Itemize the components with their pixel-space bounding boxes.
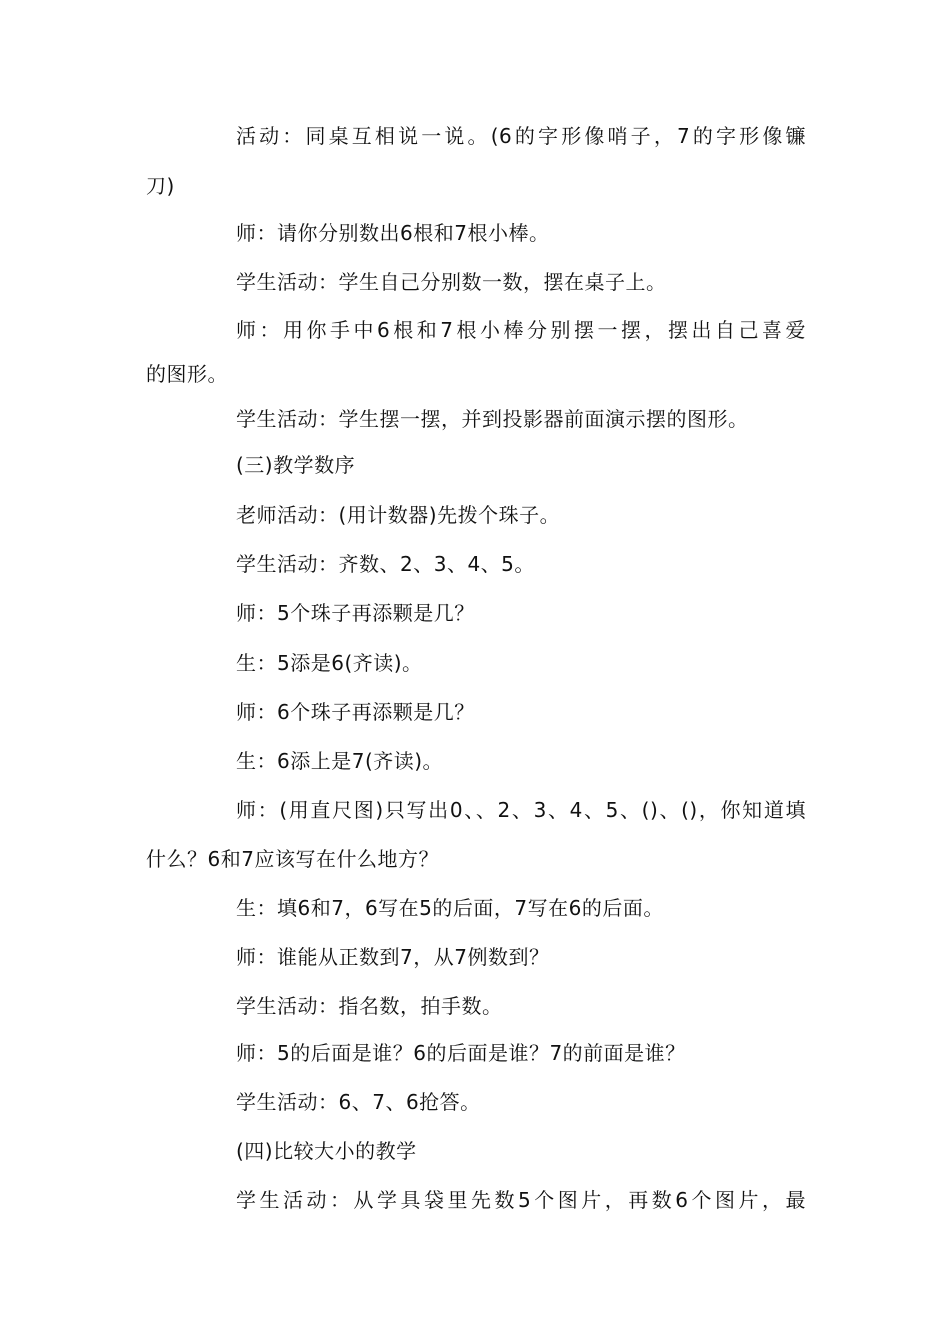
paragraph-line: 师：谁能从正数到7，从7例数到？ bbox=[236, 945, 550, 969]
paragraph-line: 生：5添是6(齐读)。 bbox=[236, 651, 423, 675]
paragraph-line: 学生活动：指名数，拍手数。 bbox=[236, 994, 503, 1018]
paragraph-line: 生：填6和7，6写在5的后面，7写在6的后面。 bbox=[236, 896, 664, 920]
paragraph-line: 师：(用直尺图)只写出0、、2、3、4、5、()、()，你知道填 bbox=[236, 798, 806, 822]
paragraph-line: 师：5个珠子再添颗是几？ bbox=[236, 601, 475, 625]
section-heading: (三)教学数序 bbox=[236, 453, 356, 477]
paragraph-line: 学生活动：学生自己分别数一数，摆在桌子上。 bbox=[236, 270, 667, 294]
paragraph-line: 师：6个珠子再添颗是几？ bbox=[236, 700, 475, 724]
paragraph-line: 师：5的后面是谁？6的后面是谁？7的前面是谁？ bbox=[236, 1041, 686, 1065]
paragraph-line: 活动：同桌互相说一说。(6的字形像哨子，7的字形像镰 bbox=[236, 124, 806, 148]
paragraph-line: 的图形。 bbox=[146, 362, 228, 386]
paragraph-line: 什么？6和7应该写在什么地方？ bbox=[146, 847, 439, 871]
paragraph-line: 学生活动：从学具袋里先数5个图片，再数6个图片，最 bbox=[236, 1188, 806, 1212]
paragraph-line: 学生活动：齐数、2、3、4、5。 bbox=[236, 552, 535, 576]
paragraph-line: 师：请你分别数出6根和7根小棒。 bbox=[236, 221, 550, 245]
paragraph-line: 生：6添上是7(齐读)。 bbox=[236, 749, 444, 773]
paragraph-line: 师：用你手中6根和7根小棒分别摆一摆，摆出自己喜爱 bbox=[236, 318, 806, 342]
paragraph-line: 学生活动：6、7、6抢答。 bbox=[236, 1090, 481, 1114]
paragraph-line: 刀) bbox=[146, 174, 175, 198]
section-heading: (四)比较大小的教学 bbox=[236, 1139, 417, 1163]
paragraph-line: 学生活动：学生摆一摆，并到投影器前面演示摆的图形。 bbox=[236, 407, 749, 431]
paragraph-line: 老师活动：(用计数器)先拨个珠子。 bbox=[236, 503, 561, 527]
